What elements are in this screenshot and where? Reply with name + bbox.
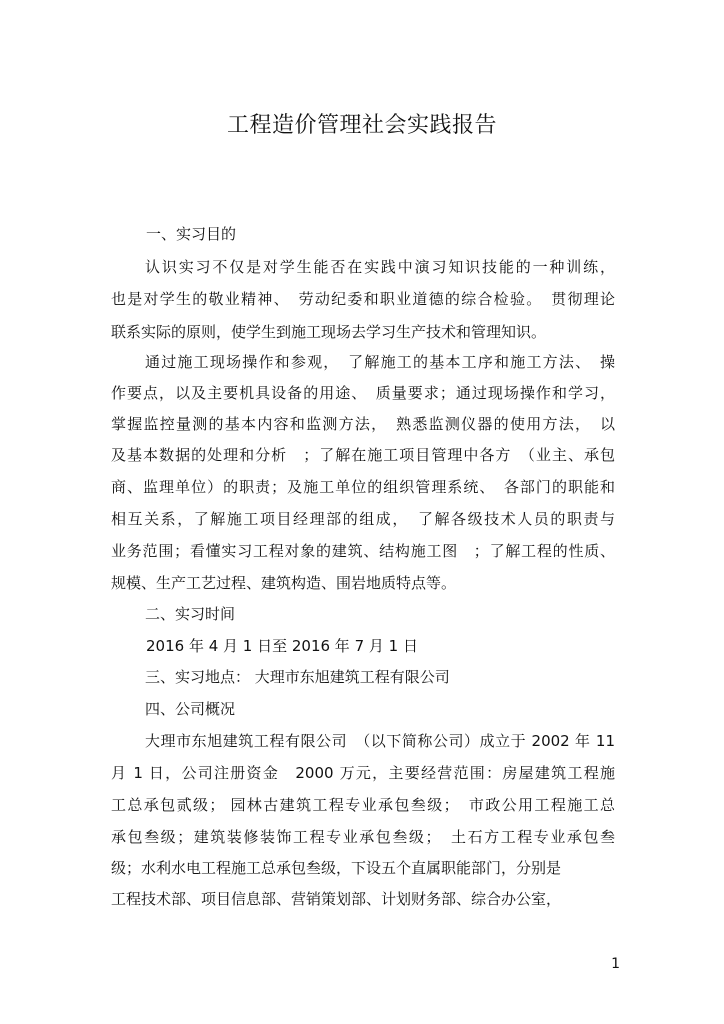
body-line: 作要点，以及主要机具设备的用途、 质量要求；通过现场操作和学习，: [111, 384, 615, 402]
body-line: 通过施工现场操作和参观， 了解施工的基本工序和施工方法、 操: [145, 353, 615, 371]
document-title: 工程造价管理社会实践报告: [226, 113, 497, 138]
body-line: 规模、生产工艺过程、建筑构造、围岩地质特点等。: [111, 574, 457, 592]
body-line: 及基本数据的处理和分析 ；了解在施工项目管理中各方 （业主、承包: [111, 446, 615, 464]
body-line: 业务范围；看懂实习工程对象的建筑、结构施工图 ；了解工程的性质、: [111, 542, 615, 560]
body-line: 联系实际的原则，使学生到施工现场去学习生产技术和管理知识。: [111, 323, 547, 341]
section-heading-location: 三、实习地点： 大理市东旭建筑工程有限公司: [145, 668, 450, 686]
body-line: 相互关系，了解施工项目经理部的组成， 了解各级技术人员的职责与: [111, 510, 615, 528]
body-line: 工总承包贰级； 园林古建筑工程专业承包叁级； 市政公用工程施工总: [111, 796, 615, 814]
body-line: 承包叁级；建筑装修装饰工程专业承包叁级； 土石方工程专业承包叁: [111, 828, 615, 846]
body-line: 工程技术部、项目信息部、营销策划部、计划财务部、综合办公室，: [111, 890, 562, 908]
section-heading-purpose: 一、实习目的: [146, 225, 237, 243]
page-number: 1: [611, 956, 620, 972]
body-line: 商、监理单位）的职责；及施工单位的组织管理系统、 各部门的职能和: [111, 478, 615, 496]
body-line: 认识实习不仅是对学生能否在实践中演习知识技能的一种训练，: [145, 258, 615, 276]
body-line: 月 1 日，公司注册资金 2000 万元，主要经营范围：房屋建筑工程施: [111, 764, 615, 782]
body-line: 掌握监控量测的基本内容和监测方法， 熟悉监测仪器的使用方法， 以: [111, 415, 615, 433]
body-line: 级；水利水电工程施工总承包叁级，下设五个直属职能部门，分别是: [111, 859, 562, 877]
body-line: 大理市东旭建筑工程有限公司 （以下简称公司）成立于 2002 年 11: [145, 732, 615, 750]
section-heading-company: 四、公司概况: [145, 700, 236, 718]
internship-dates: 2016 年 4 月 1 日至 2016 年 7 月 1 日: [146, 637, 418, 655]
body-line: 也是对学生的敬业精神、 劳动纪委和职业道德的综合检验。 贯彻理论: [111, 290, 615, 308]
section-heading-time: 二、实习时间: [145, 605, 236, 623]
